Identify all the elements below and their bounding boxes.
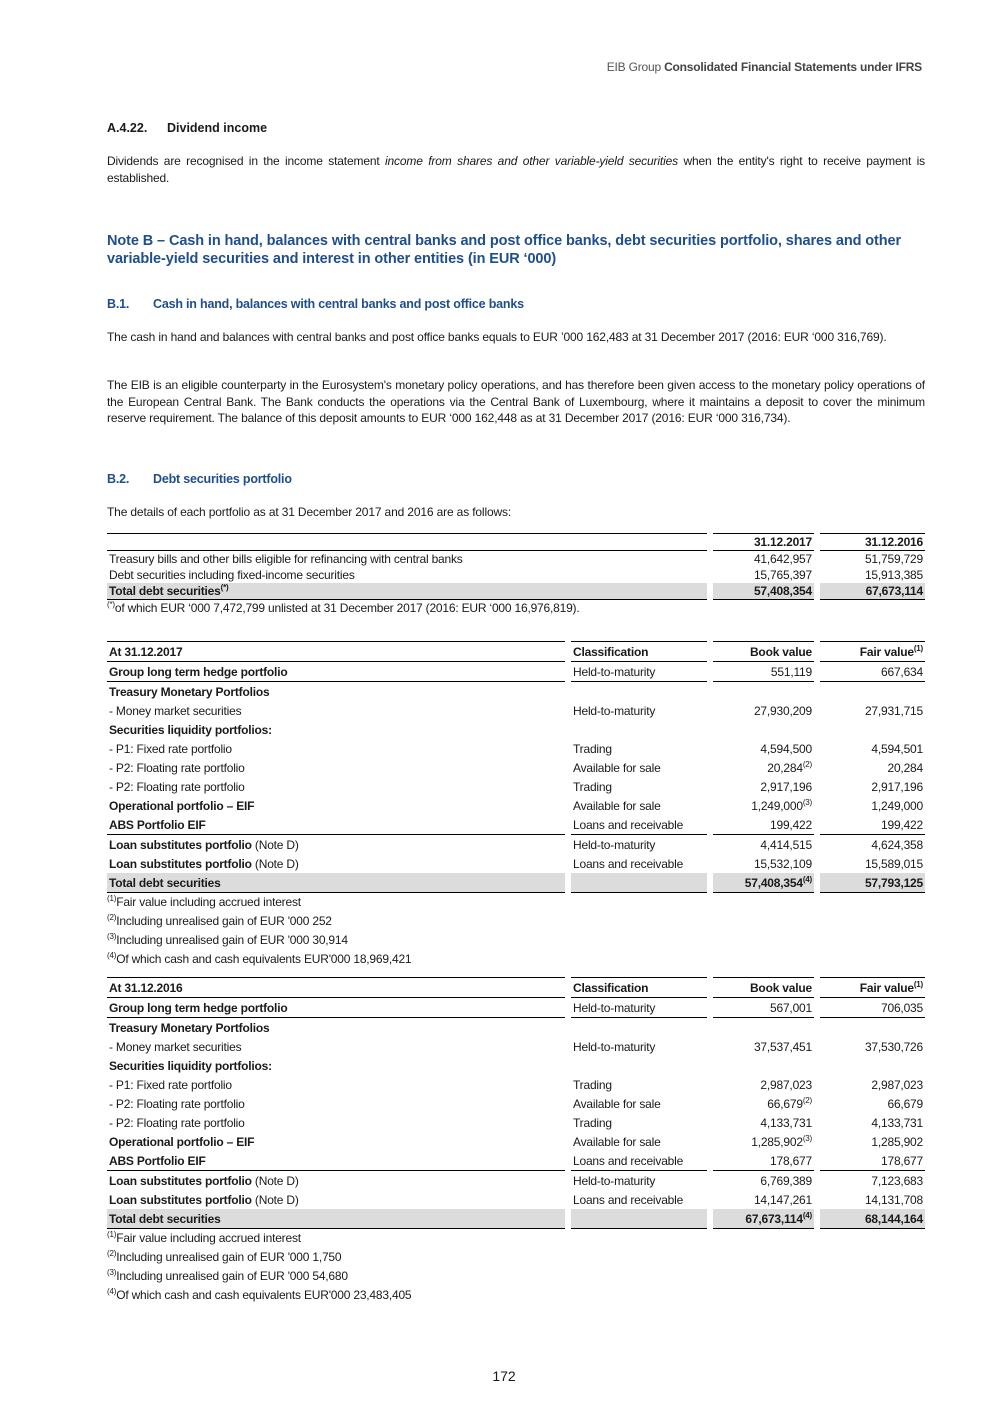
- total-row: Total debt securities 67,673,114$^{(4)}$ 68,144,164: [107, 1209, 925, 1229]
- portfolio-table: [107, 977, 925, 1229]
- total-row: Total debt securities 57,408,354$^{(4)}$ 57,793,125: [107, 873, 925, 893]
- b1-para2-text: The EIB is an eligible counterparty in the Eurosystem's monetary policy operations, and has therefore been given access to the monetary policy operations of the European Central Bank. The Bank conducts the operations via the Central Bank of Luxembourg, where it maintains a deposit to cover the minimum reserve requirement. The balance of this deposit amounts to EUR ‘000 162,448 as at 31 December 2017 (2016: EUR ‘000 316,734).: [107, 378, 925, 425]
- a422-text-italic: income from shares and other variable-yield securities: [385, 154, 678, 168]
- col-book-value: Book value: [713, 642, 814, 662]
- col-2016: 31.12.2016: [820, 534, 925, 551]
- table-row: Group long term hedge portfolio Held-to-maturity 551,119 667,634: [107, 662, 925, 682]
- table-row: Debt securities including fixed-income securities 15,765,397 15,913,385: [109, 568, 923, 582]
- col-fair-value: Fair value$^{(1)}$: [820, 978, 925, 998]
- a422-text-1: Dividends are recognised in the income statement: [107, 154, 386, 168]
- running-header: [607, 60, 922, 74]
- header-title: Consolidated Financial Statements under IFRS: [664, 60, 922, 74]
- total-row: Total debt securities(*) 57,408,354 67,673,114: [109, 583, 923, 598]
- table-row: Loan substitutes portfolio (Note D) Loans and receivable 14,147,261 14,131,708: [109, 1192, 923, 1207]
- footnote: $^{(4)}$Of which cash and cash equivalents EUR'000 23,483,405: [107, 1287, 412, 1302]
- a422-text-2: when the entity's right to receive payment is established.: [107, 154, 925, 185]
- footnote: $^{(3)}$Including unrealised gain of EUR '000 54,680: [107, 1268, 348, 1283]
- col-classification: Classification: [571, 642, 707, 662]
- footnote: $^{(3)}$Including unrealised gain of EUR '000 30,914: [107, 932, 348, 947]
- table-row: - P2: Floating rate portfolio Trading 4,133,731 4,133,731: [109, 1115, 923, 1130]
- table-row: Loan substitutes portfolio (Note D) Loans and receivable 15,532,109 15,589,015: [109, 856, 923, 871]
- summary-table-wrap: [107, 533, 925, 617]
- col-2017: 31.12.2017: [713, 534, 814, 551]
- table1-footnote: (*)of which EUR ‘000 7,472,799 unlisted at 31 December 2017 (2016: EUR ‘000 16,976,819).: [107, 600, 580, 615]
- table-heading: At 31.12.2016: [107, 978, 565, 998]
- portfolio-table: [107, 641, 925, 893]
- table-row: Loan substitutes portfolio (Note D) Held-to-maturity 4,414,515 4,624,358: [109, 837, 923, 852]
- table-row: - P1: Fixed rate portfolio Trading 2,987,023 2,987,023: [109, 1077, 923, 1092]
- page-number: 172: [492, 1368, 516, 1384]
- summary-table: [107, 533, 925, 600]
- b1-number: B.1.: [107, 297, 130, 311]
- table-row: Operational portfolio – EIF Available for sale 1,249,000$^{(3)}$ 1,249,000: [109, 797, 923, 813]
- col-fair-value: Fair value$^{(1)}$: [820, 642, 925, 662]
- table-row: Treasury bills and other bills eligible for refinancing with central banks 41,642,957 51,759,729: [109, 552, 923, 566]
- footnote: $^{(2)}$Including unrealised gain of EUR '000 252: [107, 913, 332, 928]
- table-row: Operational portfolio – EIF Available for sale 1,285,902$^{(3)}$ 1,285,902: [109, 1133, 923, 1149]
- a422-paragraph: [107, 153, 925, 186]
- b2-heading: [107, 472, 925, 486]
- b1-para1-text: The cash in hand and balances with central banks and post office banks equals to EUR ’000 162,483 at 31 December 2017 (2016: EUR ‘000 316,769).: [107, 330, 887, 344]
- footnote: $^{(1)}$Fair value including accrued interest: [107, 1230, 301, 1245]
- b1-para2: [107, 377, 925, 427]
- col-book-value: Book value: [713, 978, 814, 998]
- table-heading: At 31.12.2017: [107, 642, 565, 662]
- table-row: Group long term hedge portfolio Held-to-maturity 567,001 706,035: [107, 998, 925, 1018]
- table-row: ABS Portfolio EIF Loans and receivable 178,677 178,677: [107, 1151, 925, 1171]
- b2-title: Debt securities portfolio: [153, 472, 292, 486]
- section-a422: [107, 121, 925, 135]
- b2-number: B.2.: [107, 472, 130, 486]
- b1-title: Cash in hand, balances with central banks and post office banks: [153, 297, 524, 311]
- footnote: $^{(1)}$Fair value including accrued interest: [107, 894, 301, 909]
- b2-intro: [107, 504, 925, 521]
- table-row: - P2: Floating rate portfolio Available for sale 20,284$^{(2)}$ 20,284: [109, 759, 923, 775]
- table-row: Treasury Monetary Portfolios: [109, 684, 270, 699]
- col-classification: Classification: [571, 978, 707, 998]
- b2-intro-text: The details of each portfolio as at 31 December 2017 and 2016 are as follows:: [107, 505, 512, 519]
- a422-heading: [107, 121, 925, 135]
- a422-number: A.4.22.: [107, 121, 148, 135]
- table-row: - P2: Floating rate portfolio Available for sale 66,679$^{(2)}$ 66,679: [109, 1095, 923, 1111]
- table-row: - P1: Fixed rate portfolio Trading 4,594,500 4,594,501: [109, 741, 923, 756]
- b1-heading: [107, 297, 925, 311]
- table-row: Securities liquidity portfolios:: [109, 722, 272, 737]
- b1-para1: [107, 329, 925, 346]
- table-row: Securities liquidity portfolios:: [109, 1058, 272, 1073]
- table-row: Loan substitutes portfolio (Note D) Held-to-maturity 6,769,389 7,123,683: [109, 1173, 923, 1188]
- table-row: - Money market securities Held-to-maturity 27,930,209 27,931,715: [109, 703, 923, 718]
- table-row: Treasury Monetary Portfolios: [109, 1020, 270, 1035]
- footnote: $^{(2)}$Including unrealised gain of EUR '000 1,750: [107, 1249, 342, 1264]
- table-row: - Money market securities Held-to-maturity 37,537,451 37,530,726: [109, 1039, 923, 1054]
- footnote: $^{(4)}$Of which cash and cash equivalents EUR'000 18,969,421: [107, 951, 412, 966]
- table-row: - P2: Floating rate portfolio Trading 2,917,196 2,917,196: [109, 779, 923, 794]
- noteb-title: Note B – Cash in hand, balances with central banks and post office banks, debt securities portfolio, shares and other variable-yield securities and interest in other entities (in EUR ‘000): [107, 233, 902, 267]
- a422-title: Dividend income: [167, 121, 268, 135]
- table-2017-wrap: [107, 641, 925, 969]
- table-2016-wrap: [107, 977, 925, 1305]
- header-prefix: EIB Group: [606, 60, 661, 74]
- table-row: ABS Portfolio EIF Loans and receivable 199,422 199,422: [107, 815, 925, 835]
